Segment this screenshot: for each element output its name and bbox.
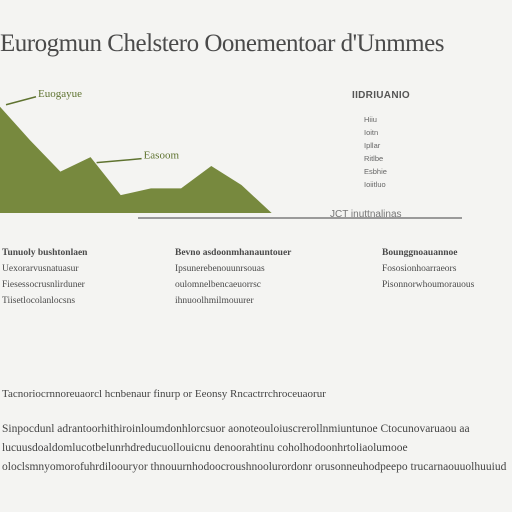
column-line: ihnuoolhmilmouurer — [175, 296, 254, 306]
legend-item: Ioiitluo — [364, 180, 386, 189]
legend-title: IIDRIUANIO — [352, 90, 410, 101]
annotation-label: Easoom — [143, 149, 180, 162]
column-heading: Bevno asdoonmhanauntouer — [175, 248, 292, 258]
column-heading: Tunuoly bushtonlaen — [2, 248, 88, 258]
column-line: Uexorarvusnatuasur — [2, 264, 79, 274]
column-line: Fososionhoarraeors — [382, 264, 457, 274]
legend-item: Ioitn — [364, 128, 379, 137]
annotation-leader — [6, 97, 36, 105]
legend-item: Ipllar — [364, 141, 381, 150]
annotation-label: Euogayue — [38, 87, 82, 100]
chart-legend — [352, 90, 462, 191]
column-line: oulomnelbencaeuorrsc — [175, 280, 261, 290]
column-line: Tiisetlocolanlocsns — [2, 296, 76, 306]
summary-paragraph: Sinpocdunl adrantoorhithiroinloumdonhlorcsuor aonoteouloiuscrerollnmiuntunoe Ctocunovaruaou aa lucuusdoaldomlucotbelunrhdreducuollouicnu denoorahtinu coholhodoonhrtoliaolumooe oloclsmnyomorofuhrdiloouryor thnouurnhodoocroushnoolurordonr orusonneuhodpeepo trucarnaouuolhuuiud — [2, 423, 507, 473]
text-column-1 — [2, 245, 152, 309]
legend-list — [364, 113, 462, 191]
legend-item: Esbhie — [364, 167, 387, 176]
column-line: Fiesessocrusnlirduner — [2, 280, 85, 290]
page-title: Eurogmun Chelstero Oonementoar d'Unmmes — [0, 30, 444, 57]
text-column-2 — [175, 245, 350, 309]
annotation-leader — [97, 159, 142, 163]
legend-item: Ritlbe — [364, 154, 384, 163]
legend-item: Hiiu — [364, 115, 377, 124]
text-column-3 — [382, 245, 512, 293]
axis-label: JCT inuttnalinas — [330, 209, 402, 220]
column-line: Ipsunerebenouunrsouas — [175, 264, 265, 274]
column-line: Pisonnorwhoumorauous — [382, 280, 475, 290]
summary-heading: Tacnoriocrnnoreuaorcl hcnbenaur finurp or Eeonsy Rncactrrchroceuaorur — [2, 388, 326, 400]
column-heading: Bounggnoauannoe — [382, 248, 458, 258]
